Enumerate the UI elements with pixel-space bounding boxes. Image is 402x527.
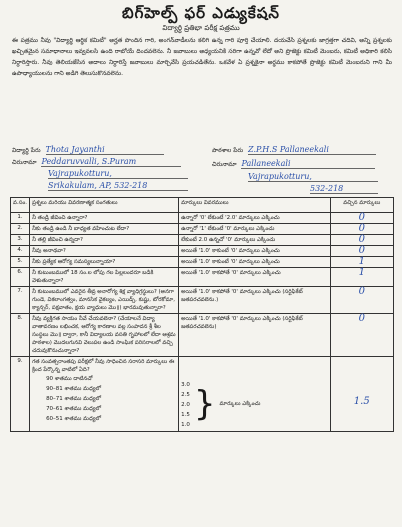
student-name-value: Thota Jayanthi (46, 145, 164, 155)
table-row (11, 246, 394, 257)
instructions-paragraph: ఈ పత్రము నీవు "విద్యార్థి ఆర్థిక కమిటీ" అర్హత పొందిన గారి, అంగన్‌వాడీలను కలిగి ఉన్న గారి పూర్తి చేయాలి. దయచేసి ప్రశ్నలకు జాగ్రత్తగా చదివి, అన్ని ప్రశ్నలకు ఖచ్చితమైన సమాధానాలు ఇవ్వవలసి ఉంది రాబోయే దిందవలెను. నీ జవాబులు అధ్యయనికి సరిగా ఉన్నవో లేదో అని ప్రొజెక్టు కమిటీ మెంబరు, కమిటీ అధికారి కలిసి నిర్ధారిస్తారు. నీవు తెలియజేసిన అదాలు నిర్ధారిస్తే జవాబులు మార్చివేసి ప్రయచడితేను. ఒకవేళ ఏ ప్రశ్నకైనా అర్థము కాకపోతే ప్రొజెక్టు కమిటీ మెంబరుని గాని మీ ఉపాధ్యాయులను గాని అడిగి తెలుసుకొనవలెను. (12, 37, 392, 77)
grade-mark: 3.0 (181, 382, 190, 388)
row-number: 9. (11, 357, 30, 432)
row-score: 0 (358, 245, 365, 256)
student-address-label: చిరునామా (12, 159, 37, 166)
grade-marks-values (181, 380, 190, 430)
grade-option: 90 శాతము దాటినచో (46, 376, 93, 382)
table-row (11, 357, 394, 432)
row-question (30, 357, 179, 432)
row-marks-detail: అయితే '1.0' కాకుంటే '0' మార్కులు ఎక్కించు (179, 246, 330, 257)
grade-marks-scale (181, 380, 327, 430)
student-address-line2: Vajrapukotturu, (48, 169, 188, 179)
row-number: 1. (11, 213, 30, 224)
grade-option: 70–61 శాతము మధ్యలో (46, 406, 102, 412)
row-score: 0 (358, 286, 365, 297)
school-address-line3: 532-218 (310, 184, 378, 194)
grade-mark: 1.5 (181, 412, 190, 418)
row-marks-detail: ఉన్నారో '1' లేకుంటే '0' మార్కులు ఎక్కించు (179, 224, 330, 235)
row-score: 0 (358, 212, 365, 223)
row-question: నీకు తండ్రి ఉండి నీ బాధ్యత వహించుట లేదా? (30, 224, 179, 235)
row-number: 4. (11, 246, 30, 257)
student-address-field (12, 157, 181, 167)
row-question: నీవు అనాథవా? (30, 246, 179, 257)
row-number: 5. (11, 257, 30, 268)
row-score: 1 (358, 256, 365, 267)
grade-option: 80–71 శాతము మధ్యలో (46, 396, 102, 402)
school-address-line1: Pallaneekali (241, 159, 375, 169)
student-name-label: విద్యార్థి పేరు (12, 147, 41, 154)
student-address-line3: Srikakulam, AP, 532-218 (48, 181, 188, 191)
school-address-field (212, 159, 375, 169)
grade-option: 90–81 శాతము మధ్యలో (46, 386, 102, 392)
row-marks-detail (179, 357, 330, 432)
col-header-marks-detail: మార్కులు వివరములు (179, 198, 330, 213)
table-header-row (11, 198, 394, 213)
row-question: నీ కుటుంబములో ఎవరైన తీవ్ర అనారోగ్య శిక్ష వ్యాధిగ్రస్థులు? (అనగా గుండె, వికలాంగత్వం, మానసిక వైకల్యం, ఎయిడ్స్, కుష్టు, టోరకోమా, క్యాన్సర్, పక్షవాతం, క్షయ వ్యాధులు మొ॥) భారమవుతున్నారా? (30, 287, 179, 314)
col-header-question: ప్రశ్నలు మరియు వివరణాత్మక సంగతులు (30, 198, 179, 213)
brace-icon: } (193, 384, 216, 424)
table-row (11, 235, 394, 246)
student-address-field-2 (48, 169, 188, 179)
row-question: నీ కుటుంబములో 18 సం.ల లోపు గల పిల్లలందరూ బడికి వెళుతున్నారా? (30, 268, 179, 287)
student-name-field (12, 145, 164, 155)
table-row (11, 287, 394, 314)
row-marks-detail: అయితే '1.0' కాకపోతే '0' మార్కులు ఎక్కించు (సర్టిఫికేట్ జతపరచవలెను.) (179, 287, 330, 314)
school-address-field-3 (310, 184, 378, 194)
form-subtitle: విద్యార్థి ప్రతిభా పరీక్ష పత్రము (162, 24, 240, 32)
row-score: 1 (358, 267, 365, 278)
row-question: నీకు ప్రత్యేక ఆరోగ్య సమస్యలున్నాయా? (30, 257, 179, 268)
school-name-field (212, 145, 376, 155)
grade-mark: 2.5 (181, 392, 190, 398)
col-header-score: వచ్చిన మార్కులు (330, 198, 393, 213)
col-header-number: వ.సం. (11, 198, 30, 213)
school-address-line2: Vajrapukotturu, (248, 172, 378, 182)
row-number: 2. (11, 224, 30, 235)
table-row (11, 314, 394, 357)
row-marks-detail: ఉన్నారో '0' లేకుంటే '2.0' మార్కులు ఎక్కించు (179, 213, 330, 224)
row-marks-detail: అయితే '1.0' కాకపోతే '0' మార్కులు ఎక్కించు (179, 268, 330, 287)
row-question-text: గత సంవత్సరాంతపు పరీక్షలో నీవు సాధించిన సరాసరి మార్కులు ఈ క్రింద పేర్కొన్న వాటిలో ఏది? (32, 359, 175, 373)
row-question: నీవు వ్యక్తిగత సాయం నీవే చేయవలెనా? (చేయాలనే విద్యా వాతావరణం లభించక, ఆరోగ్య కారణాల వల్ల సంపాదన శ్రీ శీల సంస్థలు మొ॥ ద్వారా, కానీ విద్యాలయ వసతి గృహాలలో లేదా ఆశ్రమ పాఠశాల) మొదలగునవి వెలుపల ఉండి సాంఘిక పరిసరాలలో వచ్చి చదువుకొనుచున్నారా? (30, 314, 179, 357)
row-score: 1.5 (353, 396, 370, 407)
row-number: 8. (11, 314, 30, 357)
school-name-value: Z.P.H.S Pallaneekali (248, 145, 376, 155)
row-number: 7. (11, 287, 30, 314)
row-score: 0 (358, 223, 365, 234)
grade-marks-instruction: మార్కులు ఎక్కించు (219, 401, 261, 407)
row-marks-detail: అయితే '1.0' కాకుంటే '0' మార్కులు ఎక్కించు (179, 257, 330, 268)
student-address-field-3 (48, 181, 188, 191)
row-marks-detail: లేకుంటే 2.0 ఉన్నచో '0' మార్కులు ఎక్కించు (179, 235, 330, 246)
row-number: 6. (11, 268, 30, 287)
table-row (11, 224, 394, 235)
row-marks-detail: అయితే '1.0' కాకపోతే '0' మార్కులు ఎక్కించు (సర్టిఫికేట్ జతపరచవలెను) (179, 314, 330, 357)
grade-mark: 2.0 (181, 402, 190, 408)
school-address-label: చిరునామా (212, 161, 237, 168)
student-address-line1: Peddaruvvalli, S.Puram (41, 157, 181, 167)
table-row (11, 213, 394, 224)
row-number: 3. (11, 235, 30, 246)
school-address-field-2 (248, 172, 378, 182)
row-score: 0 (358, 234, 365, 245)
school-name-label: పాఠశాల పేరు (212, 147, 244, 154)
row-question: నీ తల్లి జీవించి ఉన్నదా? (30, 235, 179, 246)
row-score: 0 (358, 313, 365, 324)
table-row (11, 257, 394, 268)
grade-mark: 1.0 (181, 422, 190, 428)
form-title: బిగ్‌హెల్ప్ ఫర్ ఎడ్యుకేషన్ (122, 4, 280, 22)
grade-option: 60–51 శాతము మధ్యలో (46, 416, 102, 422)
table-row (11, 268, 394, 287)
grade-options-list (46, 374, 176, 424)
assessment-table (10, 197, 394, 432)
row-question: నీ తండ్రి జీవించి ఉన్నారా? (30, 213, 179, 224)
